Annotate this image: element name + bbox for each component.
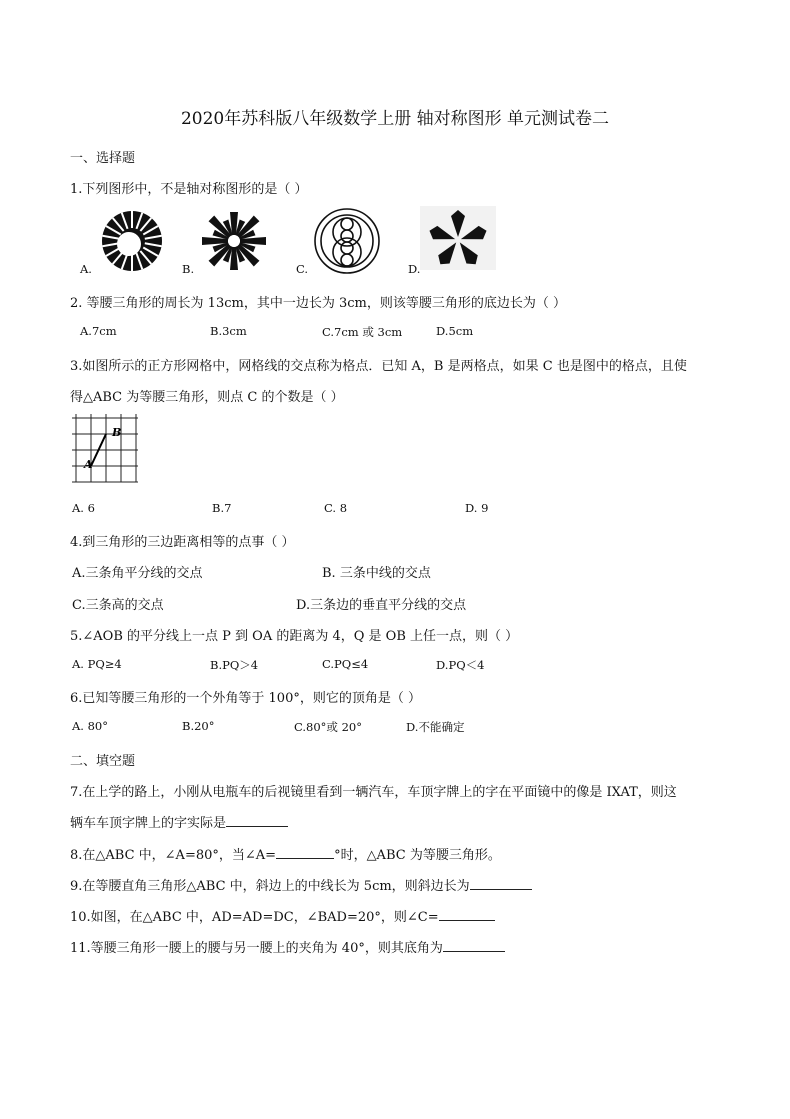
q4-option-d: D.三条边的垂直平分线的交点 [296, 598, 467, 613]
question-7-line-2 [70, 812, 288, 831]
question-6-text: 6.已知等腰三角形的一个外角等于 100°，则它的顶角是（ ） [70, 691, 421, 706]
q3-option-d: D. 9 [465, 501, 489, 515]
q6-option-d: D.不能确定 [406, 720, 465, 734]
question-3-line-2: 得△ABC 为等腰三角形，则点 C 的个数是（ ） [70, 390, 344, 405]
q2-option-d: D.5cm [436, 324, 474, 338]
pentagon-star-icon [420, 206, 496, 270]
q2-option-b: B.3cm [210, 324, 247, 338]
question-2-text: 2. 等腰三角形的周长为 13cm，其中一边长为 3cm，则该等腰三角形的底边长为（ ） [70, 296, 566, 311]
q3-option-a: A. 6 [72, 501, 95, 515]
question-1-text: 1.下列图形中，不是轴对称图形的是（ ） [70, 182, 308, 197]
question-7-line-2-text: 辆车车顶字牌上的字实际是 [70, 816, 227, 831]
grid-point-b-label: B [112, 426, 122, 439]
answer-blank-10[interactable] [439, 908, 495, 921]
q3-option-b: B.7 [212, 501, 232, 515]
answer-blank-11[interactable] [443, 939, 505, 952]
question-10-text: 10.如图，在△ABC 中，AD=AD=DC，∠BAD=20°，则∠C= [70, 910, 439, 925]
q2-option-a: A.7cm [80, 324, 117, 338]
question-10 [70, 906, 495, 925]
question-7-line-1: 7.在上学的路上，小刚从电瓶车的后视镜里看到一辆汽车，车顶字牌上的字在平面镜中的像是 IXAT，则这 [70, 785, 677, 800]
starburst-icon [198, 210, 270, 272]
answer-blank-9[interactable] [470, 877, 532, 890]
question-11-text: 11.等腰三角形一腰上的腰与另一腰上的夹角为 40°，则其底角为 [70, 941, 443, 956]
question-4-text: 4.到三角形的三边距离相等的点事（ ） [70, 535, 295, 550]
q1-option-a: A. [80, 262, 92, 276]
question-11 [70, 937, 505, 956]
q1-option-c: C. [296, 262, 309, 276]
answer-blank-7[interactable] [226, 814, 288, 827]
question-8 [70, 844, 501, 863]
q4-option-a: A.三条角平分线的交点 [72, 566, 203, 581]
q5-option-b: B.PQ＞4 [210, 658, 259, 672]
question-9-text: 9.在等腰直角三角形△ABC 中，斜边上的中线长为 5cm，则斜边长为 [70, 879, 470, 894]
q3-option-c: C. 8 [324, 501, 348, 515]
answer-blank-8[interactable] [276, 846, 334, 859]
nested-circles-icon [312, 206, 382, 276]
spiral-ring-icon [96, 208, 168, 272]
q5-option-d: D.PQ＜4 [436, 658, 485, 672]
section-heading-fill: 二、填空题 [70, 754, 136, 769]
q5-option-a: A. PQ≥4 [72, 657, 122, 671]
q2-option-c: C.7cm 或 3cm [322, 325, 403, 339]
question-8-text-post: °时，△ABC 为等腰三角形。 [334, 848, 501, 863]
q6-option-a: A. 80° [72, 719, 108, 733]
q6-option-c: C.80°或 20° [294, 720, 362, 734]
q4-option-b: B. 三条中线的交点 [322, 566, 431, 581]
question-9 [70, 875, 532, 894]
q6-option-b: B.20° [182, 719, 215, 733]
grid-point-a-label: A [84, 458, 93, 471]
q5-option-c: C.PQ≤4 [322, 657, 369, 671]
question-3-line-1: 3.如图所示的正方形网格中，网格线的交点称为格点．已知 A，B 是两格点，如果 C 也是图中的格点，且使 [70, 359, 687, 374]
q1-option-d: D. [408, 262, 421, 276]
question-5-text: 5.∠AOB 的平分线上一点 P 到 OA 的距离为 4，Q 是 OB 上任一点，则（ ） [70, 629, 519, 644]
page-title: 2020年苏科版八年级数学上册 轴对称图形 单元测试卷二 [180, 109, 610, 129]
grid-figure [72, 412, 140, 484]
question-8-text-pre: 8.在△ABC 中，∠A=80°，当∠A= [70, 848, 277, 863]
q4-option-c: C.三条高的交点 [72, 598, 164, 613]
q1-option-b: B. [182, 262, 195, 276]
section-heading-choice: 一、选择题 [70, 151, 136, 166]
